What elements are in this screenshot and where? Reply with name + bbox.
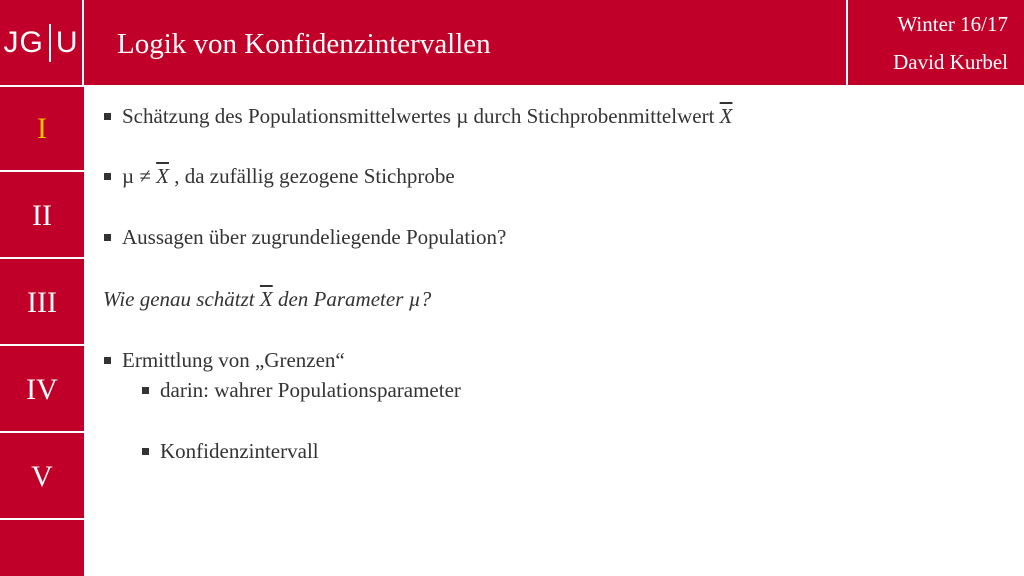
sidebar-nav [0,87,84,576]
bullet-square-icon [142,387,149,394]
author-label: David Kurbel [893,50,1008,74]
sub-bullet-text-2: Konfidenzintervall [160,439,319,463]
bullet-text-2-prefix: µ ≠ [122,164,157,188]
xbar-symbol: $\overline{X}$ [719,104,733,128]
bullet-square-icon [104,173,111,180]
logo-box [0,0,84,85]
sub-bullet-item-1 [142,377,461,403]
bullet-text-2-suffix: , da zufällig gezogene Stichprobe [168,164,455,188]
sidebar-item-2[interactable]: II [0,174,84,259]
logo-text-right: U [55,25,79,59]
question-prefix: Wie genau schätzt [103,287,260,311]
question-line [103,286,431,312]
bullet-square-icon [104,234,111,241]
sidebar-item-3[interactable]: III [0,261,84,346]
bullet-square-icon [104,113,111,120]
logo-text-left: JG [3,25,44,59]
info-box [846,0,1024,85]
bullet-item-2 [104,163,455,189]
bullet-square-icon [142,448,149,455]
bullet-item-1 [104,103,732,129]
page-title: Logik von Konfidenzintervallen [117,28,491,60]
xbar-symbol: $\overline{X}$ [259,287,273,311]
jgu-logo [3,24,78,62]
header-bar [0,0,1024,85]
semester-label: Winter 16/17 [897,12,1008,36]
bullet-item-3 [104,224,506,250]
sidebar-item-4[interactable]: IV [0,348,84,433]
question-suffix: den Parameter µ? [272,287,432,311]
bullet-text-4: Ermittlung von „Grenzen“ [122,348,345,372]
logo-divider [49,24,51,62]
sidebar-item-1[interactable]: I [0,87,84,172]
sub-bullet-text-1: darin: wahrer Populationsparameter [160,378,461,402]
bullet-item-4 [104,347,345,373]
sub-bullet-item-2 [142,438,319,464]
bullet-text-3: Aussagen über zugrundeliegende Population? [122,225,507,249]
sidebar-item-5[interactable]: V [0,435,84,520]
bullet-square-icon [104,357,111,364]
xbar-symbol: $\overline{X}$ [156,164,169,188]
bullet-text-1: Schätzung des Populationsmittelwertes µ durch Stichprobenmittelwert [122,104,720,128]
